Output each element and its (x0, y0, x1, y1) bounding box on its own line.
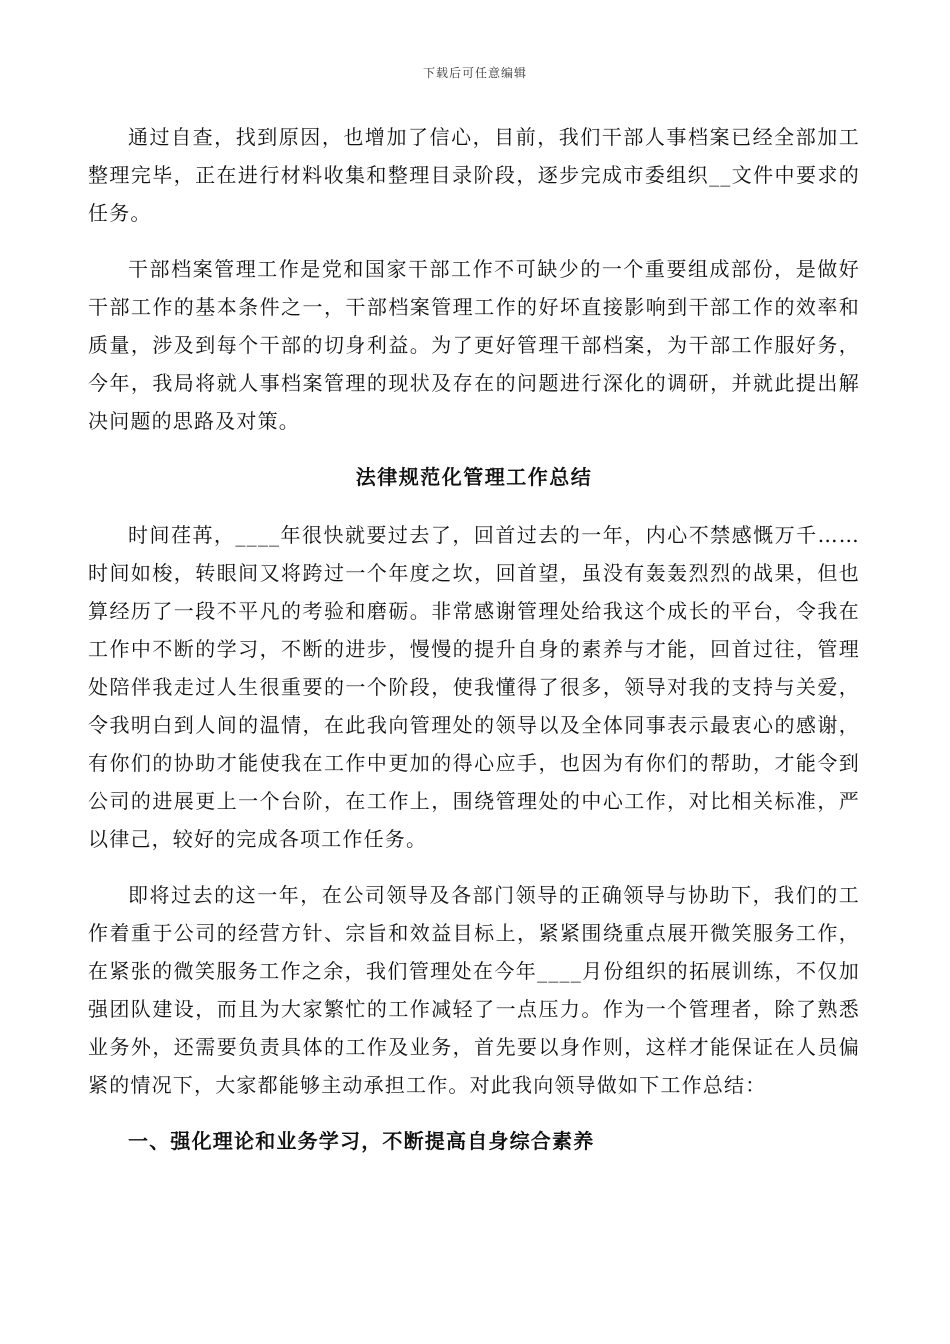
section-title: 法律规范化管理工作总结 (355, 465, 593, 489)
subheading-study: 一、强化理论和业务学习，不断提高自身综合素养 (128, 1129, 595, 1153)
paragraph-year-review: 时间荏苒，____年很快就要过去了，回首过去的一年，内心不禁感慨万千……时间如梭，转眼间又将跨过一个年度之坎，回首望，虽没有轰轰烈烈的战果，但也算经历了一段不平凡的考验和磨砺。非常感谢管理处给我这个成长的平台，令我在工作中不断的学习，不断的进步，慢慢的提升自身的素养与才能，回首过往，管理处陪伴我走过人生很重要的一个阶段，使我懂得了很多，领导对我的支持与关爱，令我明白到人间的温情，在此我向管理处的领导以及全体同事表示最衷心的感谢，有你们的协助才能使我在工作中更加的得心应手，也因为有你们的帮助，才能令到公司的进展更上一个台阶，在工作上，围绕管理处的中心工作，对比相关标准，严以律己，较好的完成各项工作任务。 (88, 523, 860, 851)
paragraph-work-summary-intro: 即将过去的这一年，在公司领导及各部门领导的正确领导与协助下，我们的工作着重于公司的经营方针、宗旨和效益目标上，紧紧围绕重点展开微笑服务工作，在紧张的微笑服务工作之余，我们管理处在今年____月份组织的拓展训练，不仅加强团队建设，而且为大家繁忙的工作减轻了一点压力。作为一个管理者，除了熟悉业务外，还需要负责具体的工作及业务，首先要以身作则，这样才能保证在人员偏紧的情况下，大家都能够主动承担工作。对此我向领导做如下工作总结： (88, 883, 860, 1097)
page-header: 下载后可任意编辑 (422, 66, 527, 80)
document-body (88, 118, 860, 1160)
paragraph-self-inspection: 通过自查，找到原因，也增加了信心，目前，我们干部人事档案已经全部加工整理完毕，正在进行材料收集和整理目录阶段，逐步完成市委组织__文件中要求的任务。 (88, 125, 860, 225)
paragraph-archive-management: 干部档案管理工作是党和国家干部工作不可缺少的一个重要组成部份，是做好干部工作的基本条件之一，干部档案管理工作的好坏直接影响到干部工作的效率和质量，涉及到每个干部的切身利益。为了更好管理干部档案，为干部工作服好务，今年，我局将就人事档案管理的现状及存在的问题进行深化的调研，并就此提出解决问题的思路及对策。 (88, 257, 860, 433)
